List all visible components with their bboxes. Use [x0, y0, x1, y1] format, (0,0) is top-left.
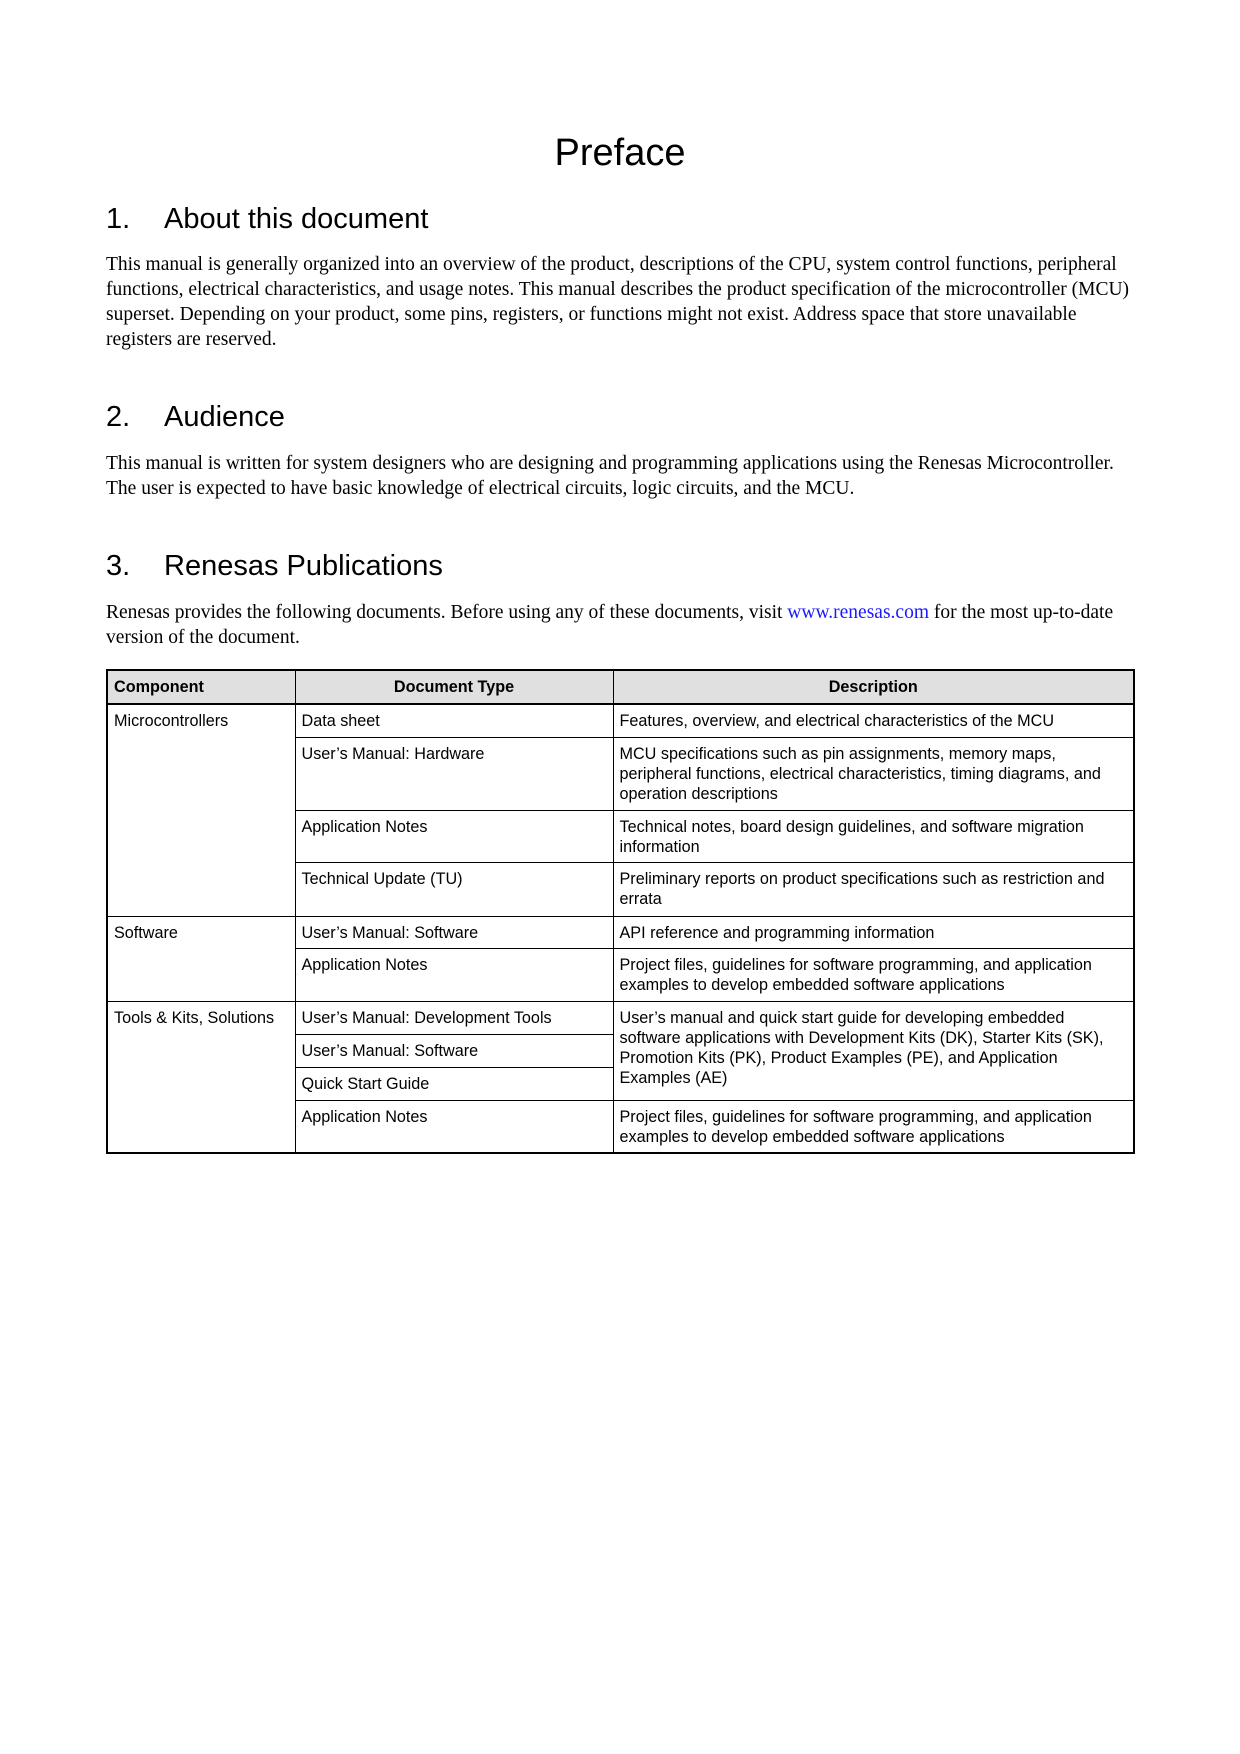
doc-type-cell: Quick Start Guide [295, 1067, 613, 1100]
section-body-about: This manual is generally organized into an overview of the product, descriptions of the CPU, system control functions, peripheral functions, electrical characteristics, and usage notes. This manual describes the product specification of the microcontroller (MCU) superset. Depending on your product, some pins, registers, or functions might not exist. Address space that store unavailable registers are reserved. [106, 254, 1130, 350]
header-document-type: Document Type [295, 670, 613, 704]
page-title: Preface [554, 132, 686, 174]
header-component: Component [107, 670, 295, 704]
table-row [107, 916, 1134, 948]
section-title: Renesas Publications [164, 550, 443, 582]
component-cell: Software [107, 916, 295, 1001]
publications-table [106, 669, 1135, 1154]
description-cell: API reference and programming information [613, 916, 1134, 948]
section-body-publications [106, 600, 1136, 650]
section-title: Audience [164, 401, 285, 433]
description-cell: Project files, guidelines for software programming, and application examples to develop embedded software applications [613, 1100, 1134, 1153]
doc-type-cell: User’s Manual: Hardware [295, 737, 613, 810]
section-title: About this document [164, 203, 429, 235]
component-cell: Microcontrollers [107, 704, 295, 916]
description-cell: MCU specifications such as pin assignments, memory maps, peripheral functions, electrical characteristics, timing diagrams, and operation descriptions [613, 737, 1134, 810]
section-heading-about [106, 203, 428, 236]
body-text: for the most up-to-date version of the document. [106, 602, 1114, 648]
section-heading-audience [106, 401, 285, 434]
component-cell: Tools & Kits, Solutions [107, 1001, 295, 1153]
section-number: 2. [106, 401, 131, 433]
doc-type-cell: User’s Manual: Software [295, 1034, 613, 1067]
section-heading-publications [106, 550, 443, 583]
body-text: Renesas provides the following documents. Before using any of these documents, visit [106, 602, 788, 623]
description-cell: Project files, guidelines for software programming, and application examples to develop embedded software applications [613, 948, 1134, 1001]
doc-type-cell: User’s Manual: Software [295, 916, 613, 948]
description-cell: Technical notes, board design guidelines, and software migration information [613, 810, 1134, 862]
doc-type-cell: Application Notes [295, 948, 613, 1001]
table-row [107, 704, 1134, 737]
section-body-audience: This manual is written for system designers who are designing and programming applications using the Renesas Microcontroller. The user is expected to have basic knowledge of electrical circuits, logic circuits, and the MCU. [106, 453, 1114, 499]
description-cell: Features, overview, and electrical characteristics of the MCU [613, 704, 1134, 737]
renesas-link[interactable]: www.renesas.com [787, 602, 929, 623]
table-header-row [107, 670, 1134, 704]
doc-type-cell: Application Notes [295, 1100, 613, 1153]
description-cell: Preliminary reports on product specifications such as restriction and errata [613, 862, 1134, 916]
section-number: 3. [106, 550, 131, 582]
table-row [107, 1001, 1134, 1034]
description-cell: User’s manual and quick start guide for developing embedded software applications with Development Kits (DK), Starter Kits (SK), Promotion Kits (PK), Product Examples (PE), and Application Examples (AE) [613, 1001, 1134, 1100]
doc-type-cell: Technical Update (TU) [295, 862, 613, 916]
doc-type-cell: User’s Manual: Development Tools [295, 1001, 613, 1034]
doc-type-cell: Data sheet [295, 704, 613, 737]
header-description: Description [613, 670, 1134, 704]
doc-type-cell: Application Notes [295, 810, 613, 862]
section-number: 1. [106, 203, 131, 235]
